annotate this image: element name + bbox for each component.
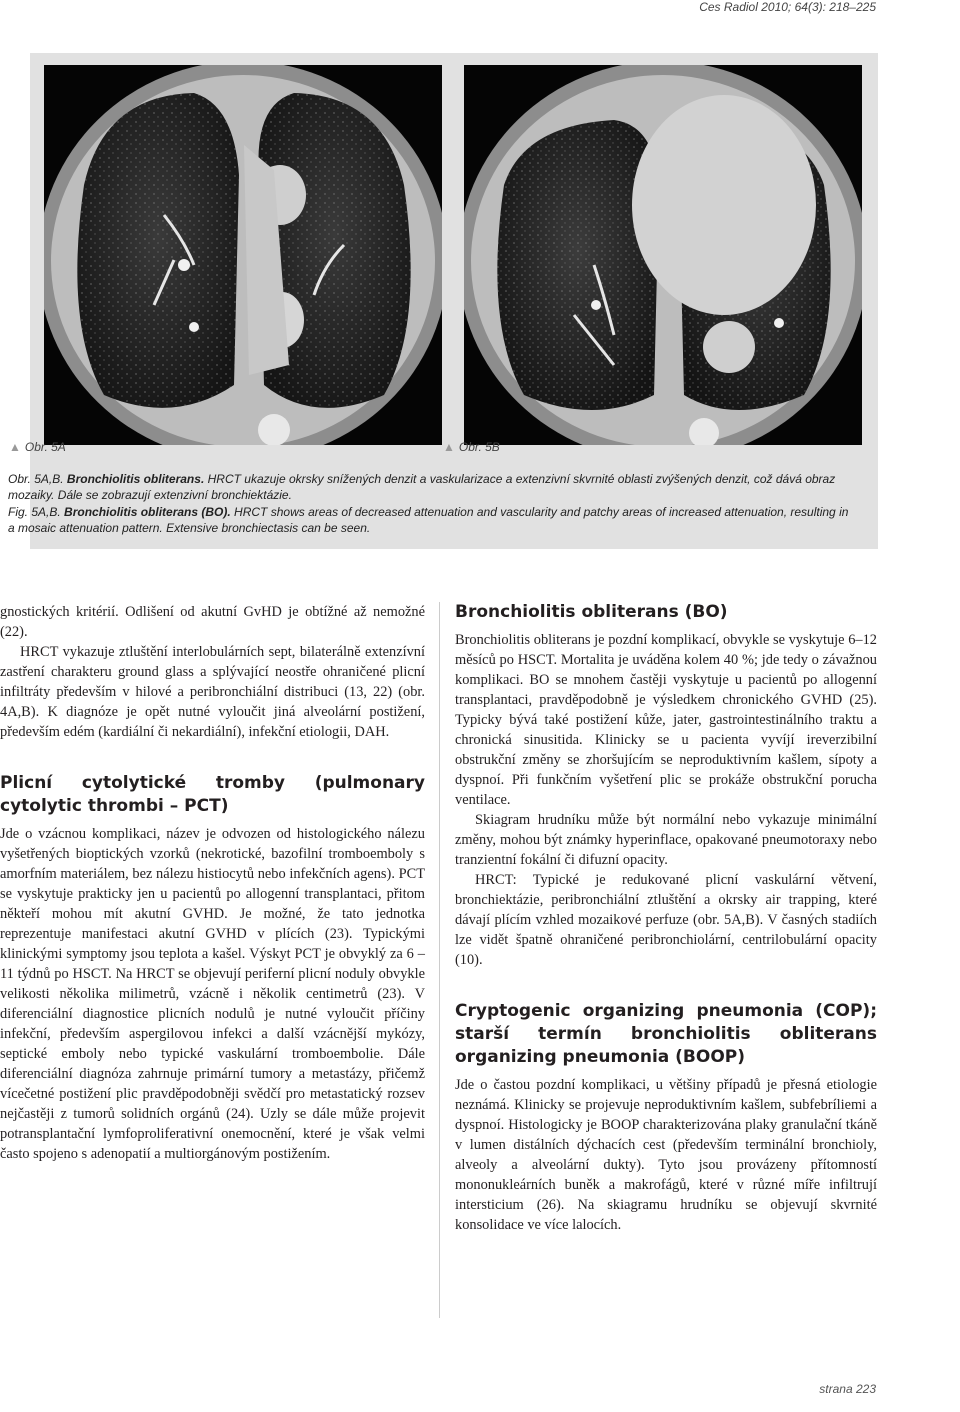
triangle-up-icon: ▲ — [443, 440, 455, 454]
panel-label-a: ▲ Obr. 5A — [9, 440, 66, 454]
caption-czech: Obr. 5A,B. Bronchiolitis obliterans. HRCT ukazuje okrsky snížených denzit a vaskularizace a extenzivní skvrnité oblasti zvýšených denzit, což dává obraz mozaiky. Dále se zobrazují extenzivní bronchiektázie. — [8, 472, 836, 502]
triangle-up-icon: ▲ — [9, 440, 21, 454]
page-number: strana 223 — [819, 1382, 876, 1396]
section-heading-cop: Cryptogenic organizing pneumonia (COP); starší termín bronchiolitis obliterans organizing pneumonia (BOOP) — [455, 1001, 877, 1067]
ct-scan-image-b — [464, 65, 862, 445]
figure-panel — [8, 53, 878, 549]
caption-english: Fig. 5A,B. Bronchiolitis obliterans (BO). HRCT shows areas of decreased attenuation and vascularity and patchy areas of increased attenuation, resulting in a mosaic attenuation pattern. Extensive bronchiectasis can be seen. — [8, 505, 849, 535]
paragraph: HRCT vykazuje ztluštění interlobulárních sept, bilaterálně extenzívní zastření charakteru ground glass a splývající neostře ohraničené plicní infiltráty především v hilové a peribronchiální distribuci (13, 22) (obr. 4A,B). K diagnóze je opět nutné vyloučit jiná alveolární postižení, především edém (kardiální či nekardiální), infekční etiologii, DAH. — [0, 644, 425, 740]
figure-caption — [8, 471, 858, 537]
section-heading-bo: Bronchiolitis obliterans (BO) — [455, 602, 728, 622]
column-divider — [439, 602, 440, 1318]
paragraph: Skiagram hrudníku může být normální nebo vykazuje minimální změny, mohou být známky hyperinflace, opakované pneumotoraxy nebo tranzientní fokální či difuzní opacity. — [455, 812, 877, 868]
left-column — [0, 602, 425, 1164]
paragraph: Jde o častou pozdní komplikaci, u většiny případů je přesná etiologie neznámá. Klinicky se projevuje neproduktivním kašlem, subfebríliemi a dyspnoí. Histologicky je BOOP charakterizována plaky granulační tkáně v lumen distálních dýchacích cest (především terminální bronchioly, alveoly a alveolární dukty). Tyto jsou provázeny přítomností mononukleárních buněk a makrofágů, které v různé míře infiltrují intersticium (26). Na skiagramu hrudníku se objevují skvrnité konsolidace ve více lalocích. — [455, 1077, 877, 1233]
right-column — [455, 602, 877, 1235]
paragraph: Jde o vzácnou komplikaci, název je odvozen od histologického nálezu vyšetřených bioptických vzorků (nekrotické, bazofilní tromboemboly s amorfním materiálem, bez nálezu histiocytů nebo infekčních agens). PCT se vyskytuje prakticky jen u pacientů po allogenní transplantaci, přitom někteří mohou mít akutní GVHD. Je možné, že tato jednotka reprezentuje manifestaci akutní GVHD v plících (23). Typickými klinickými symptomy jsou teplota a kašel. Výskyt PCT je obvyklý za 6 – 11 týdnů po HSCT. Na HRCT se objevují periferní plicní noduly obvykle velikosti několika milimetrů, vzácně i několik centimetrů (23). V diferenciální diagnostice plicních nodulů je nutné vyloučit příčiny infekční, především aspergilovou infekci a další vzácnější mykózy, septické emboly nebo typické vaskulární tromboembolie. Dále diferenciální diagnóza zahrnuje primární tumory a metastázy, přičemž vícečetné postižení plic pravděpodobněji svědčí pro metastatický rozsev nejčastěji z tumorů solidních orgánů (24). Uzly se dále může projevit potransplantační lymfoproliferativní onemocnění, které je však velmi často spojeno s adenopatií a multiorgánovým postižením. — [0, 826, 425, 1162]
section-heading-pct: Plicní cytolytické tromby (pulmonary cytolytic thrombi – PCT) — [0, 773, 425, 816]
paragraph: gnostických kritérií. Odlišení od akutní GvHD je obtížné až nemožné (22). — [0, 604, 425, 640]
paragraph: Bronchiolitis obliterans je pozdní komplikací, obvykle se vyskytuje 6–12 měsíců po HSCT. Mortalita je uváděna kolem 40 %; jde tedy o závažnou komplikaci. BO se mnohem častěji vyskytuje u pacientů po allogenní transplantaci, pravděpodobně je výsledkem chronického GVHD (25). Typicky bývá také postižení kůže, jater, gastrointestinálního traktu a chronická sinusitida. Klinicky se u pacienta vyvíjí ireverzibilní obstrukční změny se zhoršujícím se neproduktivním kašlem, sípoty a dyspnoí. Při funkčním vyšetření plic se prokáže obstrukční porucha ventilace. — [455, 632, 877, 808]
journal-citation: Ces Radiol 2010; 64(3): 218–225 — [699, 0, 876, 14]
panel-label-b: ▲ Obr. 5B — [443, 440, 500, 454]
paragraph: HRCT: Typické je redukované plicní vaskulární větvení, bronchiektázie, peribronchiální ztluštění a okrsky air trapping, které dávají plícím vzhled mozaikové perfuze (obr. 5A,B). V časných stadiích lze vidět špatně ohraničené peribronchiolární, centrilobulární opacity (10). — [455, 872, 877, 968]
ct-scan-image-a — [44, 65, 442, 445]
